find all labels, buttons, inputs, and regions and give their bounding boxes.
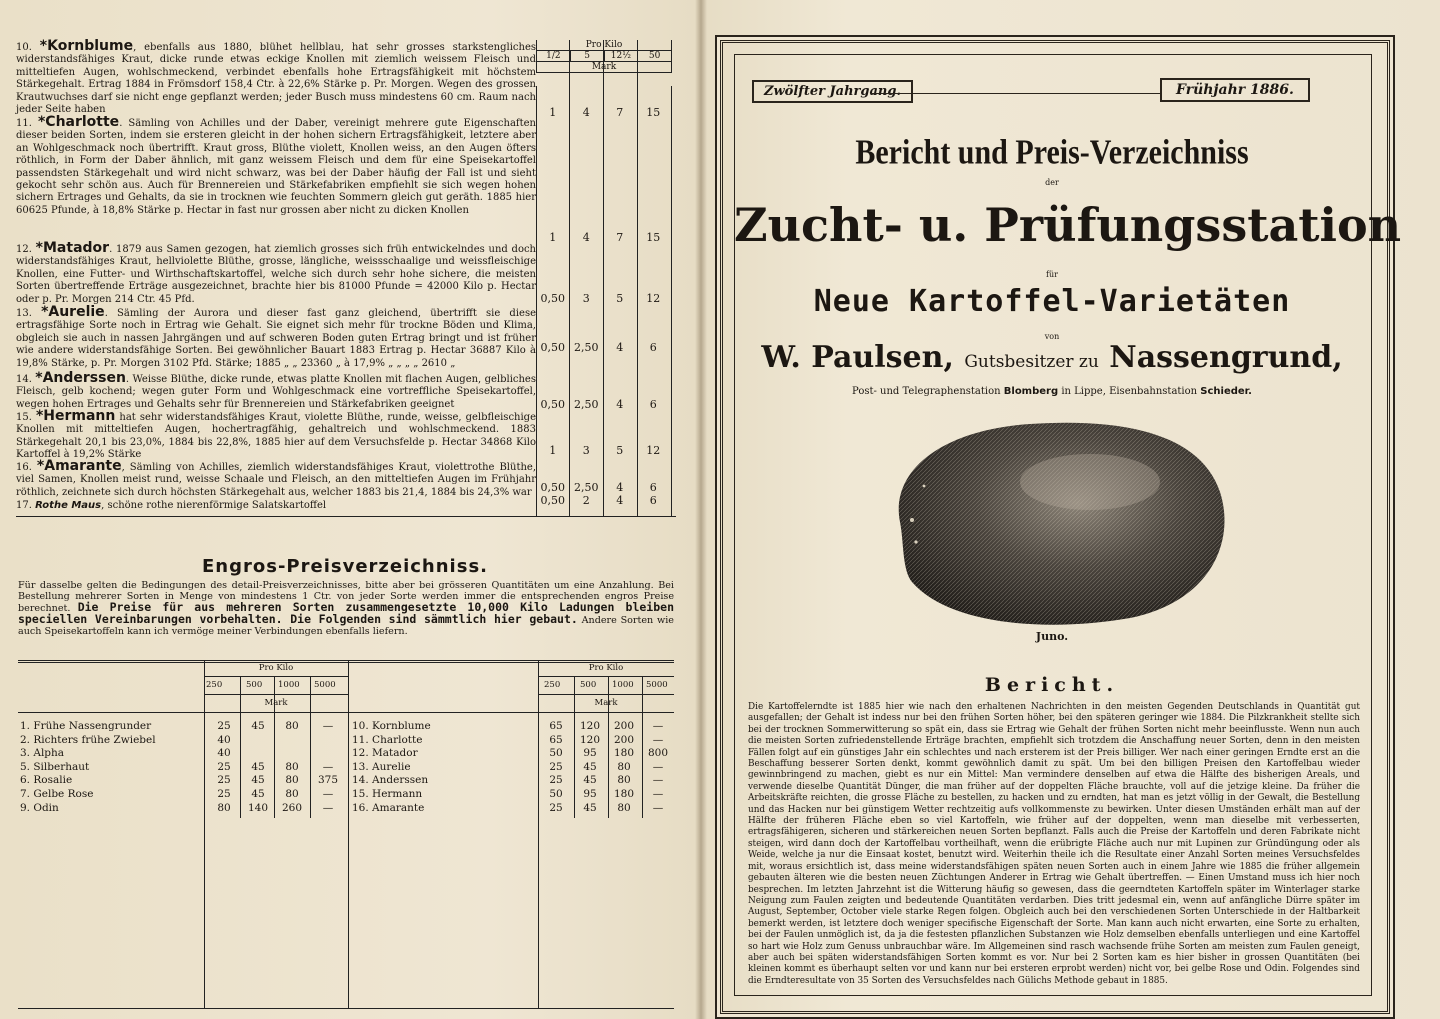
price-row <box>536 481 670 494</box>
price-cell: 0,50 <box>540 341 565 354</box>
variety-item <box>16 242 536 304</box>
bulk-row-name: 10. Kornblume <box>352 720 431 732</box>
bulk-col-label: 250 <box>206 680 223 690</box>
bulk-price-cell: — <box>652 788 664 800</box>
post-station: Schieder. <box>1200 386 1252 397</box>
variety-description: , schöne rothe nierenförmige Salatskartoffel <box>101 500 327 511</box>
author-role: Gutsbesitzer zu <box>964 352 1099 372</box>
bulk-col-label: 5000 <box>646 680 668 690</box>
price-header-unit: Mark <box>537 62 671 73</box>
bulk-price-cell: — <box>322 720 334 732</box>
bulk-price-cell: 40 <box>217 733 231 746</box>
bulk-price-cell: 80 <box>285 788 299 800</box>
connector-der: der <box>1045 178 1059 187</box>
variety-name: *Kornblume <box>39 38 134 54</box>
variety-name: *Amarante <box>36 458 122 474</box>
price-cell: 5 <box>616 444 624 457</box>
bulk-price-cell: 25 <box>217 774 231 787</box>
bulk-price-cell: 140 <box>247 801 269 814</box>
price-cell: 6 <box>649 398 657 411</box>
price-cell: 5 <box>616 292 624 305</box>
price-row <box>536 341 670 354</box>
bulk-price-cell: — <box>322 760 334 773</box>
bulk-price-cell: 25 <box>549 774 563 787</box>
table-rule <box>538 676 674 677</box>
bulk-price-cell: 80 <box>617 801 631 814</box>
price-cell: 4 <box>582 231 590 244</box>
bulk-price-cell: 45 <box>251 720 265 732</box>
variety-description: . Weisse Blüthe, dicke runde, etwas platte Knollen mit flachen Augen, gelbliches Fleisch, gelb kochend; wegen guter Form und Wohlgeschmack eine vortreffliche Speisekartoffel, wegen hohen Ertrages und Gehalts sehr für Brennereien und Stärkefabriken geeignet <box>16 374 536 410</box>
bulk-row-name: 13. Aurelie <box>352 760 411 773</box>
price-header-title: Pro Kilo <box>537 40 671 51</box>
price-cell: 12 <box>646 292 661 305</box>
bulk-price-cell: 95 <box>583 747 597 760</box>
engros-text <box>18 580 674 637</box>
variety-item <box>16 306 536 370</box>
subject-title: Neue Kartoffel-Varietäten <box>813 284 1291 319</box>
price-col-label: 5 <box>571 51 605 61</box>
price-cell: 0,50 <box>540 481 565 494</box>
bulk-col-label: 1000 <box>278 680 300 690</box>
bulk-price-cell: 45 <box>251 788 265 800</box>
bulk-row-name: 16. Amarante <box>352 801 425 814</box>
price-cell: 1 <box>549 106 557 119</box>
table-divider <box>204 660 205 1008</box>
price-table-header <box>536 40 672 73</box>
price-cell: 4 <box>582 106 590 119</box>
bulk-price-cell: 65 <box>549 720 563 732</box>
bulk-col-label: 250 <box>544 680 561 690</box>
variety-list <box>16 40 536 514</box>
bulk-price-cell: — <box>652 720 664 732</box>
bulk-col-label: 1000 <box>612 680 634 690</box>
price-cell: 4 <box>616 398 624 411</box>
variety-description: . 1879 aus Samen gezogen, hat ziemlich grosses sich früh entwickelndes und doch widerstandsfähiges Kraut, hellviolette Blüthe, grosse, längliche, weissschaalige und weissfleischige Knollen, eine Futter- und Wirthschaftskartoffel, welche sich durch sehr hohe sichere, die meisten Sorten übertreffende Erträge ausgezeichnet, brachte hier bis 81000 Pfunde = 42000 Kilo p. Hectar oder p. Pr. Morgen 214 Ctr. 45 Pfd. <box>16 244 537 305</box>
bulk-price-cell: 375 <box>317 774 339 787</box>
price-col-label: 50 <box>648 51 661 61</box>
table-rule <box>204 676 348 677</box>
price-col-label: 12½ <box>605 51 639 61</box>
bulk-row-name: 5. Silberhaut <box>20 760 90 773</box>
bulk-price-cell: 800 <box>647 747 669 760</box>
author-name: W. Paulsen, <box>761 340 954 375</box>
price-cell: 2,50 <box>574 341 599 354</box>
variety-number: 13. <box>16 308 32 319</box>
bulk-price-cell: 80 <box>285 760 299 773</box>
bulk-price-cell: 25 <box>549 760 563 773</box>
bulk-price-cell: — <box>652 733 664 746</box>
author-place: Nassengrund, <box>1109 340 1343 375</box>
variety-name: *Hermann <box>35 408 116 424</box>
variety-description: hat sehr widerstandsfähiges Kraut, violette Blüthe, runde, weisse, gelbfleischige Knollen mit mitteltiefen Augen, hochertragfähig, gehaltreich und wohlschmeckend. 1883 Stärkegehalt 20,1 bis 23,0%, 1884 bis 22,8%, 1885 hier auf dem Versuchsfelde p. Hectar 34868 Kilo Kartoffel à 19,2% Stärke <box>16 412 536 461</box>
bulk-price-cell: 65 <box>549 733 563 746</box>
bulk-price-cell: 180 <box>613 747 635 760</box>
bulk-row-name: 11. Charlotte <box>352 733 423 746</box>
connector-fuer: für <box>1046 270 1058 279</box>
bulk-price-cell: 25 <box>217 788 231 800</box>
bulk-row-name: 9. Odin <box>20 801 59 814</box>
bulk-price-cell: — <box>652 774 664 787</box>
potato-illustration <box>880 412 1234 630</box>
season-label: Frühjahr 1886. <box>1160 78 1310 102</box>
bulk-header-title: Pro Kilo <box>258 663 294 673</box>
bulk-col-label: 500 <box>246 680 263 690</box>
price-row <box>536 106 670 119</box>
bulk-price-cell: 45 <box>583 801 597 814</box>
variety-description: . Sämling der Aurora und dieser fast ganz gleichend, übertrifft sie diese ertragsfähige Sorte noch in Ertrag wie Gehalt. Sie eignet sich mehr für trockne Böden und Klima, obgleich sie auch in nassen Jahrgängen und auf schweren Boden guten Ertrag bringt und ist früher wie andere widerstandsfähige Sorten. Bei gewöhnlicher Bauart 1883 Ertrag p. Hectar 36887 Kilo à 19,8% Stärke, p. Pr. Morgen 3102 Pfd. Stärke; 1885 „ „ 23360 „ à 17,9% „ „ „ „ 2610 „ <box>16 308 536 369</box>
bulk-price-cell: — <box>322 801 334 814</box>
variety-number: 15. <box>16 412 32 423</box>
price-cell: 3 <box>582 292 590 305</box>
variety-name: *Anderssen <box>35 370 126 386</box>
price-cell: 4 <box>616 341 624 354</box>
variety-item <box>16 408 536 461</box>
variety-number: 10. <box>16 42 32 53</box>
price-cell: 6 <box>649 494 657 507</box>
bulk-row-name: 1. Frühe Nassengrunder <box>20 720 152 732</box>
page-fold <box>695 0 707 1019</box>
report-text: Die Kartoffelerndte ist 1885 hier wie nach den erhaltenen Nachrichten in den meisten Gegenden Deutschlands in Quantität gut ausgefallen; der Gehalt ist indess nur bei den frühen Sorten höher, bei den späteren geringer wie 1884. Die Pilzkrankheit stellte sich bei der trocknen Sommerwitterung so spät ein, dass sie Ertrag wie Gehalt der frühen Sorten nicht mehr beeinflusste. Wenn nun auch die meisten Sorten zufriedenstellende Erträge brachten, empfiehlt sich trotzdem die Anschaffung neuer Sorten, denn in den meisten Fällen folgt auf ein günstiges Jahr ein schlechtes und nach ersterem ist der Preis billiger. Wer nach einer geringen Erndte erst an die Beschaffung besserer Sorten denkt, kommt gewöhnlich damit zu spät. Um bei den billigen Preisen den Kartoffelbau wieder gewinnbringend zu machen, giebt es nur ein Mittel: Man vermindere denselben auf etwa die Hälfte des bisherigen Areals, und verwende dieselbe Quantität Dünger, die man früher auf der doppelten Fläche brauchte, voll auf die jetzige kleine. Da früher die Arbeitskräfte reichten, die grosse Fläche zu bestellen, zu hacken und zu erndten, hat man es jetzt völlig in der Gewalt, die Bestellung und das Hacken nur bei günstigem Wetter rechtzeitig aufs vollkommenste zu bewirken. Unter diesen Umständen erhält man auf der Hälfte der früheren Fläche eben so viel Kartoffeln, wie früher auf der doppelten, wenn man dieselbe mit verbesserten, ertragsfähigeren, sicheren und stärkereichen neuen Sorten bepflanzt. Falls auch die Preise der Kartoffeln und deren Fabrikate nicht steigen, wird dann doch der Kartoffelbau vortheilhaft, wenn die erübrigte Fläche auch nur mit Lupinen zur Gründüngung oder als Weide, welche ja nur die Einsaat kostet, benutzt wird. Weiterhin theile ich die Resultate einer Anzahl Sorten meines Versuchsfeldes mit, woraus ersichtlich ist, dass meine widerstandsfähigen späten neuen Sorten auch in einem Jahre wie 1885 die früher allgemein gebauten älteren wie die besten neuen Züchtungen Anderer in Ertrag wie Gehalt übertreffen. — Einen Umstand muss ich hier noch besprechen. Im letzten Jahrzehnt ist die Witterung häufig so gewesen, dass die geerndteten Kartoffeln später im Winterlager starke Neigung zum Faulen zeigten und bedeutende Quantitäten verdarben. Dies tritt jedesmal ein, wenn auf anfängliche Dürre später im August, September, October viele starke Regen folgen. Obgleich auch bei den verschiedenen Sorten Unterschiede in der Haltbarkeit bemerkt werden, ist letztere doch weniger specifische Eigenschaft der Sorte. Man kann auch nicht erwarten, eine Sorte zu erhalten, bei der Faulen unmöglich ist, da ja die festesten pflanzlichen Substanzen wie Holz demselben ebenfalls unterliegen und eine Kartoffel so hart wie Holz zum Genuss unbrauchbar wäre. Im Allgemeinen sind rasch wachsende frühe Sorten am meisten zum Faulen geneigt, aber auch bei späten widerstandsfähigen Sorten kommt es vor. Nur bei 2 Sorten kam es hier bisher in grossen Quantitäten (bei kleinen kommt es überhaupt selten vor und kann nur bei ersteren erprobt werden) nicht vor, bei gelbe Rose und Odin. Folgendes sind die Erndteresultate von 35 Sorten des Versuchsfeldes nach Gülichs Methode gebaut in 1885. <box>748 702 1360 986</box>
section-rule <box>16 516 676 517</box>
bulk-price-cell: — <box>652 801 664 814</box>
price-cell: 3 <box>582 444 590 457</box>
table-rule <box>18 712 674 713</box>
table-divider <box>348 660 349 1008</box>
bulk-price-cell: 45 <box>583 760 597 773</box>
bulk-price-cell: 180 <box>613 788 635 800</box>
author-line <box>734 340 1370 375</box>
bulk-price-cell: — <box>322 788 334 800</box>
variety-item <box>16 40 536 114</box>
bulk-unit: Mark <box>594 698 618 708</box>
bulk-price-cell: 200 <box>613 733 635 746</box>
bulk-row-name: 15. Hermann <box>352 788 423 800</box>
price-cell: 0,50 <box>540 398 565 411</box>
variety-item <box>16 460 536 498</box>
variety-name: Rothe Maus <box>35 500 102 511</box>
engros-other-sorts: Andere Sorten wie auch Speisekartoffeln kann ich vermöge meiner Verbindungen ebenfalls liefern. <box>18 615 674 637</box>
variety-description: , ebenfalls aus 1880, blühet hellblau, hat sehr grosses starkstengliches widerstandsfähiges Kraut, dicke runde etwas eckige Knollen mit ziemlich weissem Fleisch und mitteltiefen Augen, wohlschmeckend, verbindet ebenfalls hohe Ertragsfähigkeit mit höchstem Stärkegehalt. Ertrag 1884 in Frömsdorf 158,4 Ctr. à 22,6% Stärke p. Pr. Morgen. Wegen des grossen Krautwuchses darf sie nicht enge gepflanzt werden; jeder Busch muss mindestens 60 cm. Raum nach jeder Seite haben <box>16 42 536 116</box>
header-rule <box>870 93 1160 94</box>
price-cell: 2,50 <box>574 481 599 494</box>
price-row <box>536 444 670 457</box>
variety-description: , Sämling von Achilles, ziemlich widerstandsfähiges Kraut, violettrothe Blüthe, viel Samen, Knollen meist rund, weisse Schaale und Fleisch, an den mitteltiefen Augen im Frühjahr röthlich, zeichnete sich durch höchsten Stärkegehalt aus, welcher 1883 bis 21,4, 1884 bis 24,3% war <box>16 462 536 498</box>
variety-number: 14. <box>16 374 32 385</box>
variety-number: 11. <box>16 118 32 129</box>
jahrgang-label: Zwölfter Jahrgang. <box>752 80 913 103</box>
price-cell: 7 <box>616 231 624 244</box>
illustration-caption: Juno. <box>1035 630 1069 643</box>
bulk-row-name: 12. Matador <box>352 747 418 760</box>
engros-title: Engros-Preisverzeichniss. <box>202 556 488 577</box>
table-rule <box>204 694 348 695</box>
post-line <box>734 386 1370 397</box>
price-cell: 0,50 <box>540 292 565 305</box>
bulk-price-table <box>18 660 674 1010</box>
price-row <box>536 398 670 411</box>
price-cell: 1 <box>549 231 557 244</box>
price-cell: 12 <box>646 444 661 457</box>
connector-von: von <box>1044 332 1060 341</box>
main-title: Bericht und Preis-Verzeichniss <box>855 133 1249 172</box>
table-divider <box>538 660 539 1008</box>
bulk-price-cell: 200 <box>613 720 635 732</box>
bulk-price-cell: 80 <box>617 760 631 773</box>
bulk-price-cell: 50 <box>549 747 563 760</box>
bulk-price-cell: 80 <box>285 720 299 732</box>
bulk-price-cell: 40 <box>217 747 231 760</box>
bulk-price-cell: 120 <box>579 733 601 746</box>
price-row <box>536 292 670 305</box>
price-cell: 2,50 <box>574 398 599 411</box>
engros-conditions: Für dasselbe gelten die Bedingungen des detail-Preisverzeichnisses, bitte aber bei grösseren Quantitäten um eine Anzahlung. Bei Bestellung mehrerer Sorten in Menge von mindestens 1 Ctr. von jeder Sorte werden immer die entsprechenden engros Preise berechnet. <box>18 580 674 614</box>
bulk-price-cell: 120 <box>579 720 601 732</box>
bulk-header-title: Pro Kilo <box>588 663 624 673</box>
variety-item <box>16 372 536 408</box>
bulk-price-cell: 25 <box>549 801 563 814</box>
variety-name: *Aurelie <box>41 304 105 320</box>
bulk-price-cell: 45 <box>583 774 597 787</box>
price-cell: 6 <box>649 481 657 494</box>
bulk-price-cell: 80 <box>217 801 231 814</box>
bulk-price-cell: 80 <box>285 774 299 787</box>
price-cell: 15 <box>646 106 661 119</box>
price-header-columns <box>537 51 671 62</box>
price-cell: 2 <box>582 494 590 507</box>
variety-item <box>16 116 536 240</box>
price-cell: 4 <box>616 481 624 494</box>
bulk-price-cell: — <box>652 760 664 773</box>
report-heading: Bericht. <box>984 674 1120 696</box>
bulk-row-name: 14. Anderssen <box>352 774 429 787</box>
price-cell: 6 <box>649 341 657 354</box>
bulk-price-cell: 95 <box>583 788 597 800</box>
variety-number: 12. <box>16 244 32 255</box>
price-cell: 4 <box>616 494 624 507</box>
variety-name: *Matador <box>35 240 110 256</box>
post-text: Post- und Telegraphenstation <box>852 386 1001 397</box>
bulk-row-name: 3. Alpha <box>20 747 65 760</box>
post-town: Blomberg <box>1003 386 1059 397</box>
bulk-price-cell: 25 <box>217 720 231 732</box>
bulk-row-name: 7. Gelbe Rose <box>20 788 94 800</box>
price-cell: 7 <box>616 106 624 119</box>
bulk-price-cell: 45 <box>251 774 265 787</box>
post-text: in Lippe, Eisenbahnstation <box>1061 386 1198 397</box>
variety-name: *Charlotte <box>37 114 120 130</box>
variety-item <box>16 500 536 512</box>
bulk-price-cell: 25 <box>217 760 231 773</box>
bulk-row-name: 2. Richters frühe Zwiebel <box>20 733 156 746</box>
station-title: Zucht- u. Prüfungsstation <box>734 198 1402 252</box>
bulk-unit: Mark <box>264 698 288 708</box>
price-cell: 0,50 <box>540 494 565 507</box>
variety-description: . Sämling von Achilles und der Daber, vereinigt mehrere gute Eigenschaften dieser beiden Sorten, indem sie ersteren gleicht in der hohen sichern Ertragsfähigkeit, letztere aber an Wohlgeschmack noch übertrifft. Kraut gross, Blüthe violett, Knollen weiss, an den Augen öfters röthlich, in Form der Daber ähnlich, mit ganz weissem Fleisch und dem für eine Speisekartoffel passendsten Stärkegehalt und wird nicht schwarz, was bei der Daber häufig der Fall ist und sieht gekocht sehr schön aus. Auch für Brennereien und Stärkefabriken empfiehlt sie sich wegen hohen sichern Ertrages und Gehalts, da sie in trocknen wie feuchten Sommern gleich gut geräth. 1885 hier 60625 Pfunde, à 18,8% Stärke p. Hectar in fast nur grossen aber nicht zu dicken Knollen <box>16 118 536 216</box>
price-cell: 15 <box>646 231 661 244</box>
price-row <box>536 231 670 244</box>
price-row <box>536 494 670 507</box>
bulk-price-cell: 80 <box>617 774 631 787</box>
bulk-row-name: 6. Rosalie <box>20 774 73 787</box>
price-col-label: 1/2 <box>537 51 571 61</box>
bulk-col-label: 500 <box>580 680 597 690</box>
bulk-price-cell: 50 <box>549 788 563 800</box>
table-rule <box>538 694 674 695</box>
variety-number: 17. <box>16 500 32 511</box>
bulk-price-cell: 45 <box>251 760 265 773</box>
engros-notice: Die Preise für aus mehreren Sorten zusammengesetzte 10,000 Kilo Ladungen bleiben speciellen Vereinbarungen vorbehalten. Die Folgenden sind sämmtlich hier gebaut. <box>18 600 674 626</box>
price-cell: 1 <box>549 444 557 457</box>
table-rule <box>18 1008 674 1009</box>
bulk-col-label: 5000 <box>314 680 336 690</box>
bulk-price-cell: 260 <box>281 801 303 814</box>
variety-number: 16. <box>16 462 32 473</box>
